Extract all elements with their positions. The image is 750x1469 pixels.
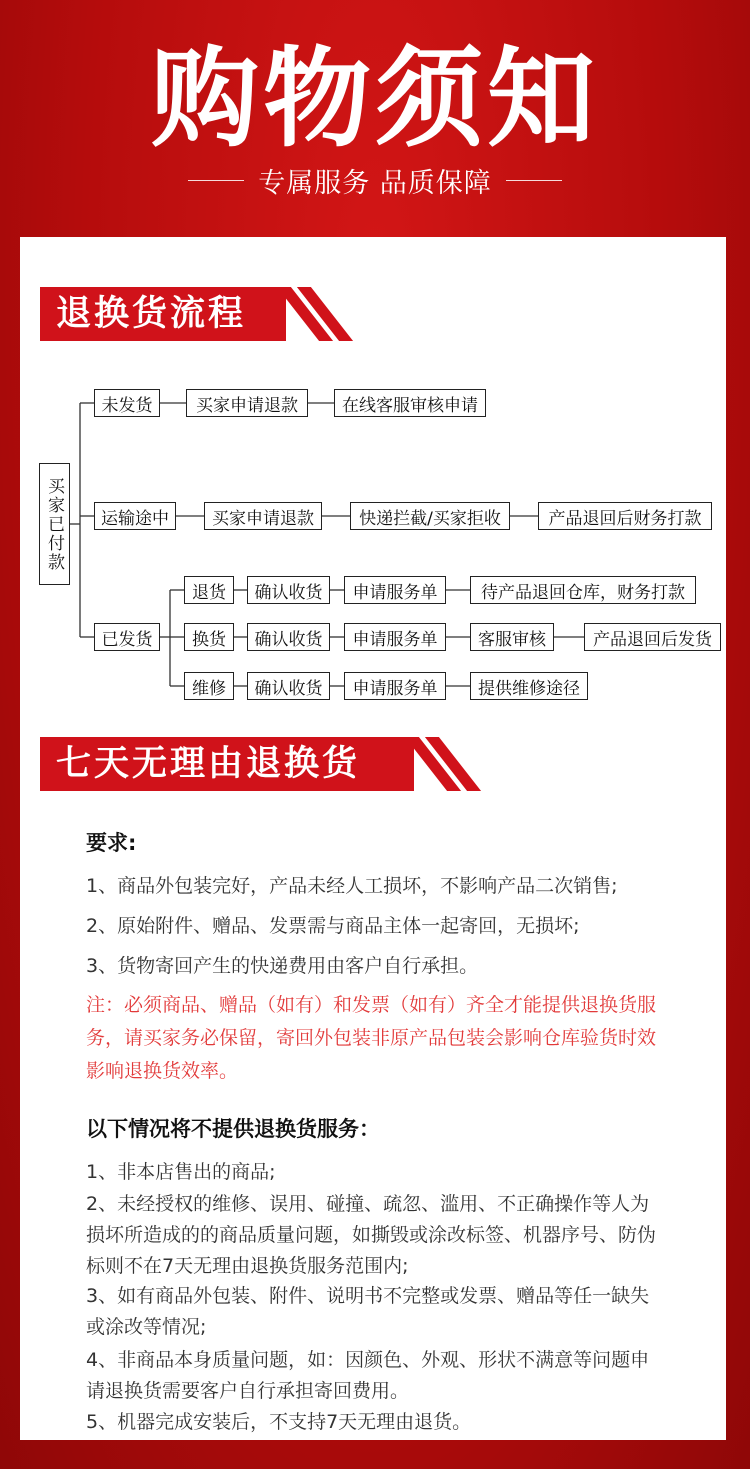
- exclusion-item: 2、未经授权的维修、误用、碰撞、疏忽、滥用、不正确操作等人为 损坏所造成的的商品质量问题，如撕毁或涂改标签、机器序号、防伪 标则不在7天无理由退换货服务范围内;: [86, 1193, 657, 1277]
- section-title-process: 退换货流程: [40, 287, 286, 341]
- flow-node-step: 申请服务单: [344, 672, 446, 700]
- return-note: 注：必须商品、赠品（如有）和发票（如有）齐全才能提供退换货服 务，请买家务必保留，寄回外包装非原产品包装会影响仓库验货时效 影响退换货效率。: [86, 994, 657, 1082]
- requirement-item: 3、货物寄回产生的快递费用由客户自行承担。: [86, 955, 479, 977]
- flow-node-subbranch: 维修: [184, 672, 234, 700]
- exclusion-item: 5、机器完成安装后，不支持7天无理由退货。: [86, 1411, 472, 1433]
- flow-node-step: 快递拦截/买家拒收: [350, 502, 510, 530]
- requirements-block: [86, 827, 706, 857]
- requirement-item: 2、原始附件、赠品、发票需与商品主体一起寄回，无损坏;: [86, 915, 580, 937]
- flow-node-step: 产品退回后发货: [584, 623, 721, 651]
- page-subtitle-row: [0, 160, 750, 200]
- exclusion-item: 4、非商品本身质量问题，如：因颜色、外观、形状不满意等问题申 请退换货需要客户自行承担寄回费用。: [86, 1349, 650, 1402]
- flow-node-subbranch: 换货: [184, 623, 234, 651]
- flow-node-step: 产品退回后财务打款: [538, 502, 712, 530]
- flow-node-step: 确认收货: [247, 576, 330, 604]
- flow-node-step: 在线客服审核申请: [334, 389, 486, 417]
- flow-node-step: 提供维修途径: [470, 672, 588, 700]
- exclusion-item: 3、如有商品外包装、附件、说明书不完整或发票、赠品等任一缺失 或涂改等情况;: [86, 1285, 650, 1338]
- exclusions-heading: 以下情况将不提供退换货服务：: [86, 1117, 380, 1141]
- requirement-item: 1、商品外包装完好，产品未经人工损坏，不影响产品二次销售;: [86, 875, 618, 897]
- flow-node-step: 买家申请退款: [186, 389, 308, 417]
- flow-node-step: 买家申请退款: [204, 502, 322, 530]
- flow-node-step: 确认收货: [247, 623, 330, 651]
- flow-node-subbranch: 退货: [184, 576, 234, 604]
- flow-node-step: 客服审核: [470, 623, 554, 651]
- flow-node-step: 申请服务单: [344, 623, 446, 651]
- requirements-heading: 要求:: [86, 831, 137, 855]
- flow-node-step: 待产品退回仓库，财务打款: [470, 576, 696, 604]
- subtitle-right-rule: [506, 180, 562, 181]
- exclusion-item: 1、非本店售出的商品;: [86, 1161, 276, 1183]
- content-card: [20, 237, 726, 1440]
- flow-node-root: 买家已付款: [39, 463, 70, 585]
- exclusions-heading-row: [86, 1113, 706, 1143]
- flow-node-step: 申请服务单: [344, 576, 446, 604]
- page-subtitle: 专属服务 品质保障: [258, 167, 492, 199]
- flow-node-branch: 运输途中: [94, 502, 176, 530]
- flow-node-branch: 未发货: [94, 389, 160, 417]
- subtitle-left-rule: [188, 180, 244, 181]
- section-title-seven-day: 七天无理由退换货: [40, 737, 414, 791]
- flow-node-branch: 已发货: [94, 623, 160, 651]
- page-title: 购物须知: [150, 37, 599, 162]
- flow-node-step: 确认收货: [247, 672, 330, 700]
